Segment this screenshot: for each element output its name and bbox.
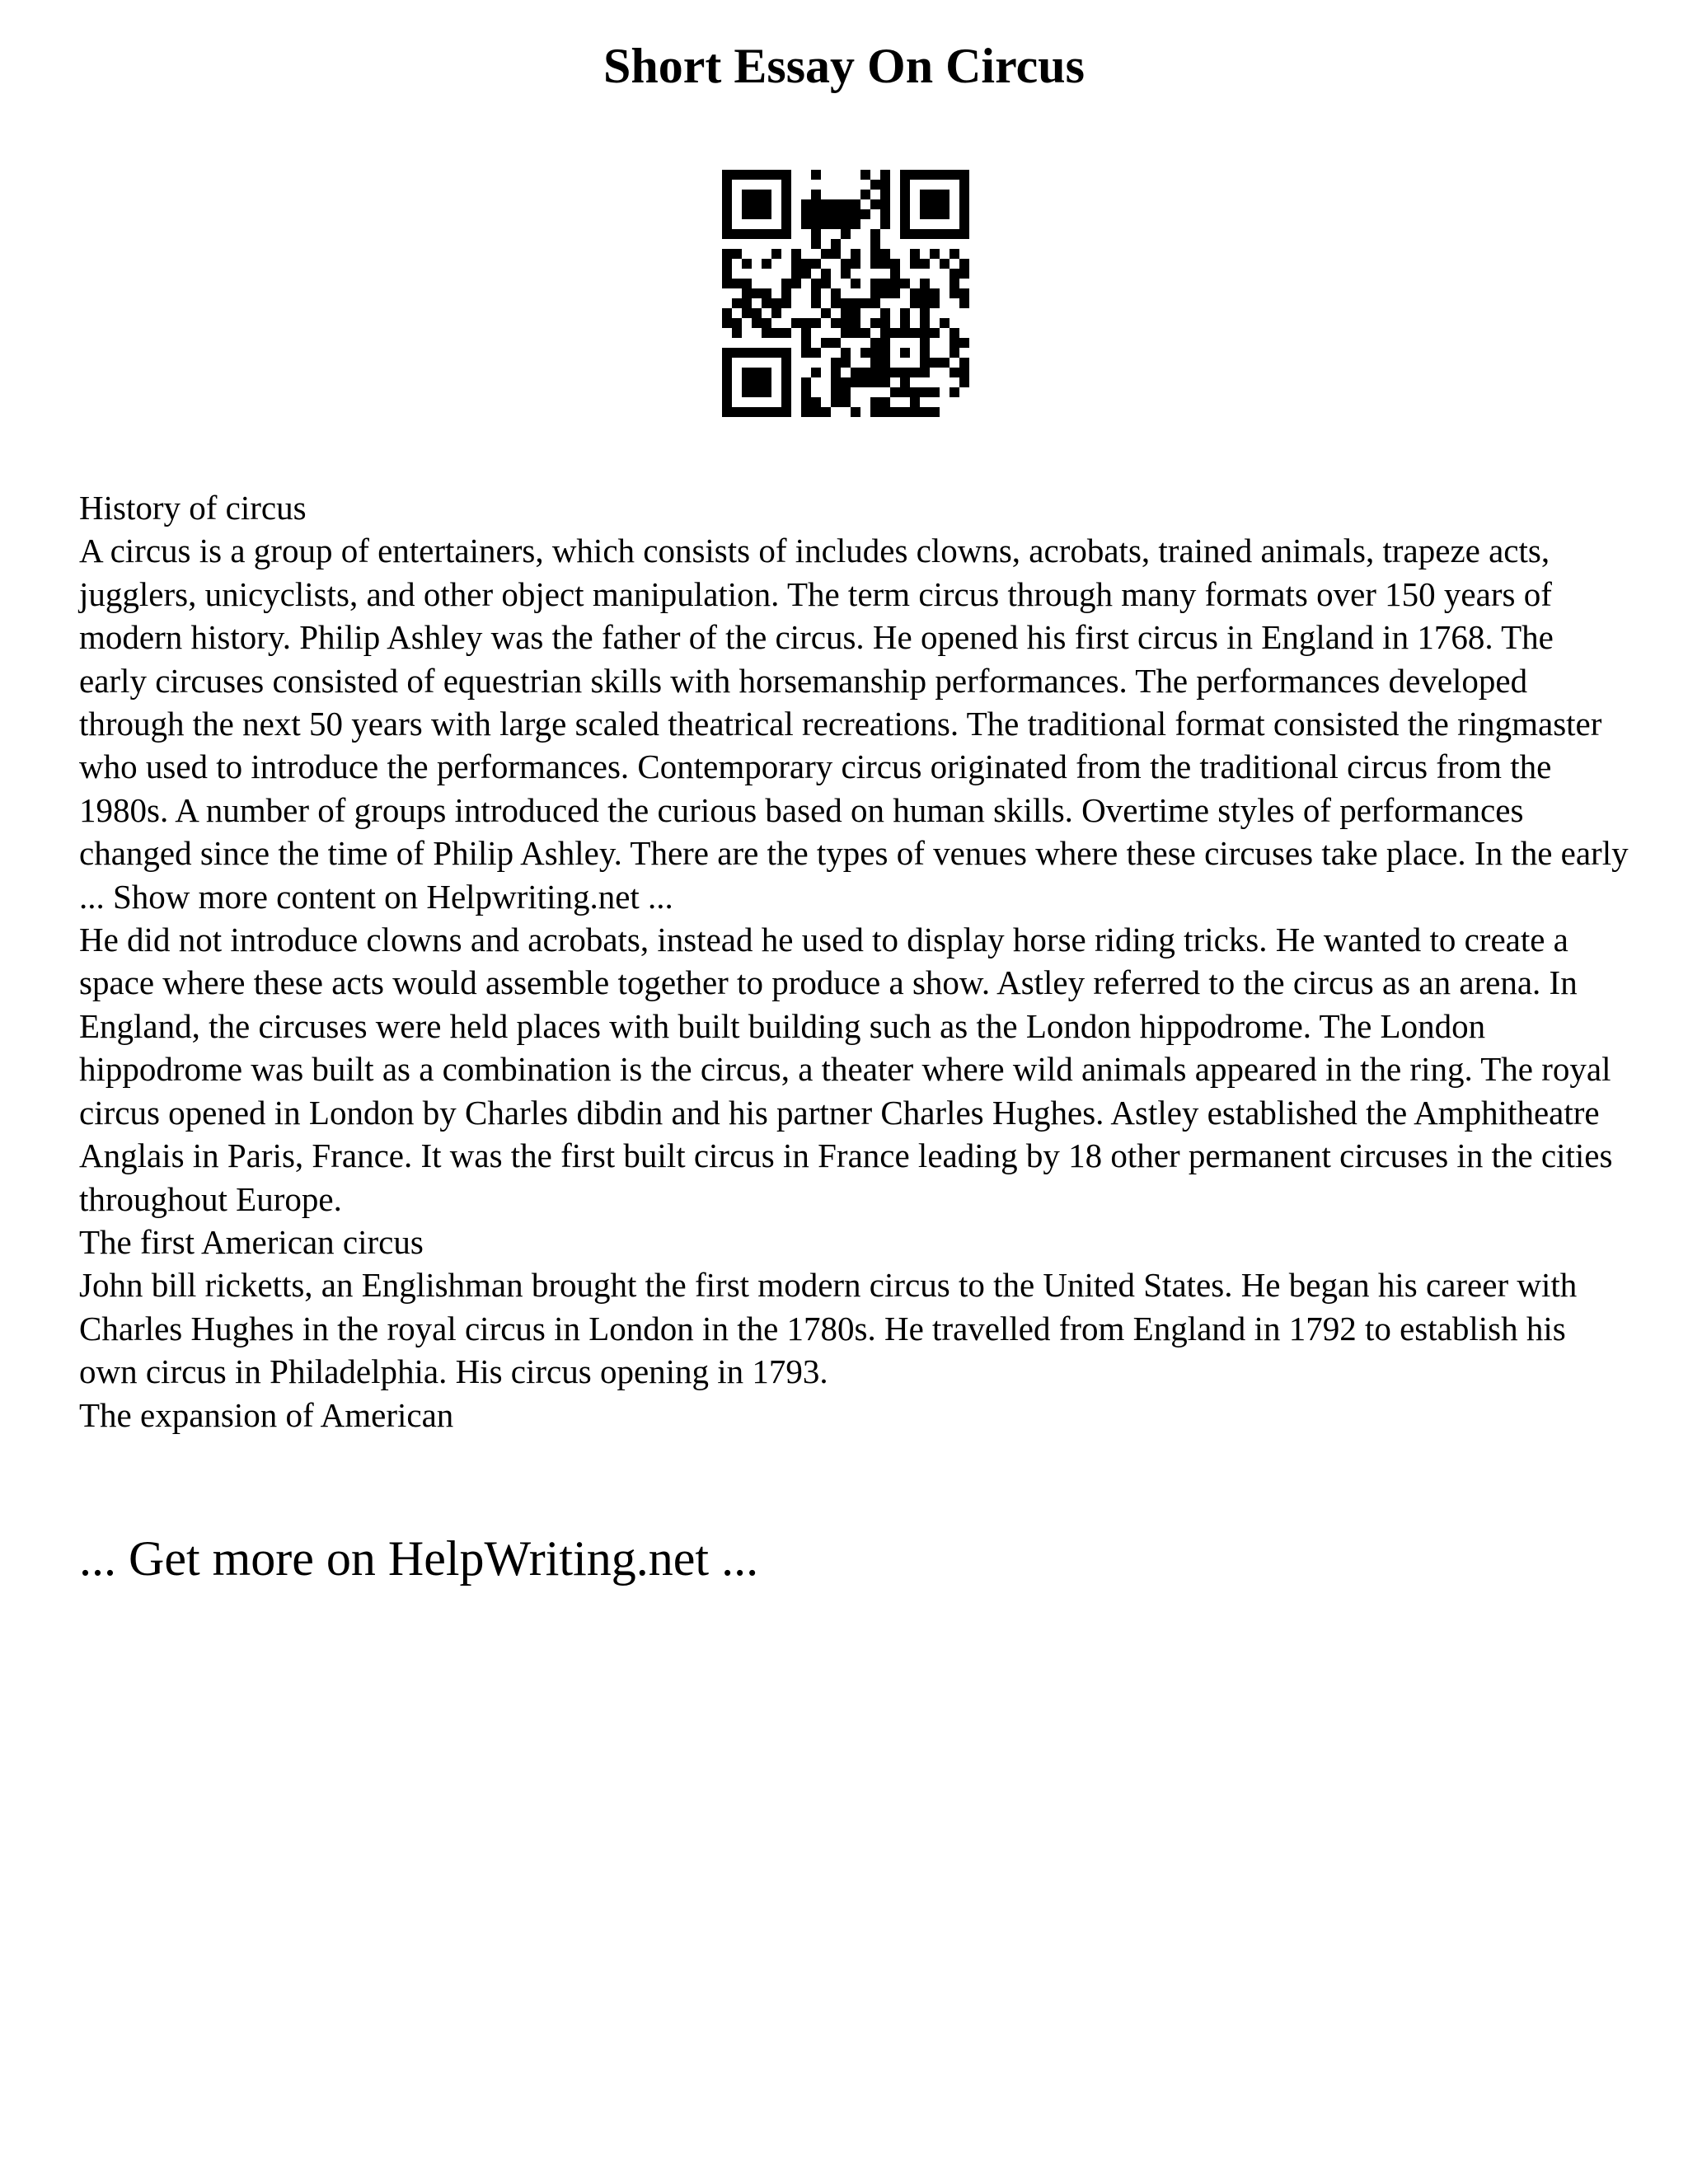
get-more-link[interactable]: ... Get more on HelpWriting.net ... (79, 1531, 759, 1586)
essay-body (79, 486, 1629, 1436)
qr-code-icon (722, 170, 969, 417)
section-heading-american: The first American circus (79, 1222, 424, 1261)
section-heading-expansion: The expansion of American (79, 1395, 454, 1434)
section-heading-history: History of circus (79, 489, 307, 527)
document-title: Short Essay On Circus (603, 39, 1085, 93)
paragraph-astley: He did not introduce clowns and acrobats, instead he used to display horse riding tricks. He wanted to create a space where these acts would assemble together to produce a show. Astley referred to the circus as an arena. In England, the circuses were held places with built building such as the London hippodrome. The London hippodrome was built as a combination is the circus, a theater where wild animals appeared in the ring. The royal circus opened in London by Charles dibdin and his partner Charles Hughes. Astley established the Amphitheatre Anglais in Paris, France. It was the first built circus in France leading by 18 other permanent circuses in the cities throughout Europe. (79, 921, 1613, 1218)
paragraph-intro: A circus is a group of entertainers, which consists of includes clowns, acrobats, trained animals, trapeze acts, jugglers, unicyclists, and other object manipulation. The term circus through many formats over 150 years of modern history. Philip Ashley was the father of the circus. He opened his first circus in England in 1768. The early circuses consisted of equestrian skills with horsemanship performances. The performances developed through the next 50 years with large scaled theatrical recreations. The traditional format consisted the ringmaster who used to introduce the performances. Contemporary circus originated from the traditional circus from the 1980s. A number of groups introduced the curious based on human skills. Overtime styles of performances changed since the time of Philip Ashley. There are the types of venues where these circuses take place. In the early ... Show more content on Helpwriting.net ... (79, 532, 1629, 916)
paragraph-ricketts: John bill ricketts, an Englishman brought the first modern circus to the United States. He began his career with Charles Hughes in the royal circus in London in the 1780s. He travelled from England in 1792 to establish his own circus in Philadelphia. His circus opening in 1793. (79, 1266, 1578, 1391)
qr-code-graphic (722, 170, 969, 417)
